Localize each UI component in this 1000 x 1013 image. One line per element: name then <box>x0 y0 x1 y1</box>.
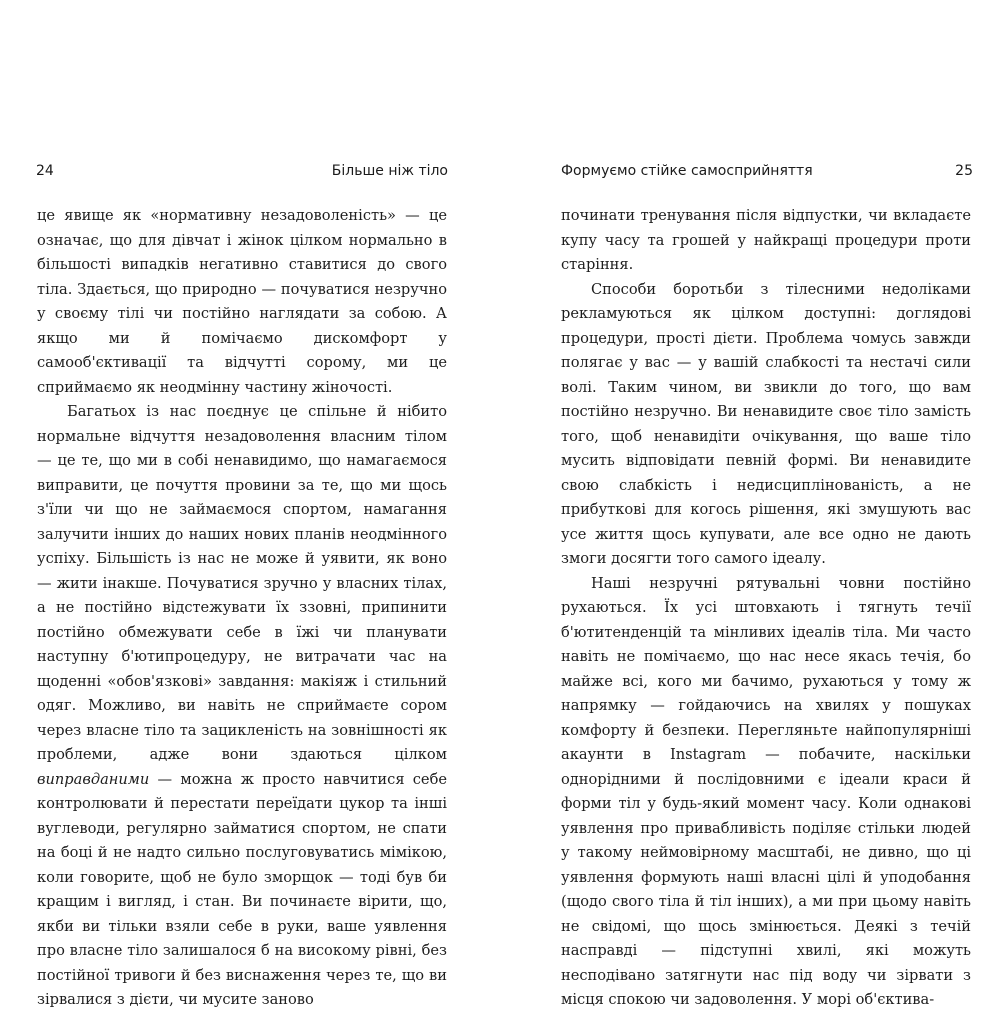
right-running-head <box>561 160 973 182</box>
right-body-text <box>561 204 971 1013</box>
left-running-title: Більше ніж тіло <box>331 163 448 179</box>
paragraph-text: починати тренування після відпустки, чи вкладаєте купу часу та грошей у найкращі процедури проти старіння. <box>561 207 971 273</box>
paragraph <box>561 278 971 572</box>
right-page <box>500 0 1000 1008</box>
italic-text: виправданими <box>37 770 150 788</box>
paragraph-text: Способи боротьби з тілесними недоліками рекламуються як цілком доступні: доглядові процедури, прості дієти. Проблема чомусь завжди полягає у вас — у вашій слабкості та нестачі сили волі. Таким чином, ви звикли до того, що вам постійно незручно. Ви ненавидите своє тіло замість того, щоб ненавидіти очікування, що ваше тіло мусить відповідати певній формі. Ви ненавидите свою слабкість і недисциплінованість, а не прибуткові для когось рішення, які змушують вас усе життя щось купувати, але все одно не дають змоги досягти того самого ідеалу. <box>561 280 971 567</box>
right-page-number: 25 <box>955 163 973 179</box>
paragraph-text: Наші незручні рятувальні човни постійно рухаються. Їх усі штовхають і тягнуть течії б'ютитенденцій та мінливих ідеалів тіла. Ми часто навіть не помічаємо, що нас несе якась течія, бо майже всі, кого ми бачимо, рухаються у тому ж напрямку — гойдаючись на хвилях у пошуках комфорту й безпеки. Перегляньте найпопулярніші акаунти в Instagram — побачите, наскільки однорідними й послідовними є ідеали краси й форми тіл у будь-який момент часу. Коли однакові уявлення про привабливість поділяє стільки людей у такому неймовірному масштабі, не дивно, що ці уявлення формують наші власні цілі й уподобання (щодо свого тіла й тіл інших), а ми при цьому навіть не свідомі, що щось змінюється. Деякі з течій насправді — підступні хвилі, які можуть несподівано затягнути нас під воду чи зірвати з місця спокою чи задоволення. У морі об'єктива- <box>561 574 971 1008</box>
paragraph-text: це явище як «нормативну незадоволеність» — це означає, що для дівчат і жінок цілком нормально в більшості випадків негативно ставитися до свого тіла. Здається, що природно — почуватися незручно у своєму тілі чи постійно наглядати за собою. А якщо ми й помічаємо дискомфорт у самооб'єктивації та відчутті сорому, ми це сприймаємо як неодмінну частину жіночості. <box>37 207 447 396</box>
paragraph <box>37 204 447 400</box>
left-running-head <box>36 160 448 182</box>
paragraph <box>561 572 971 1013</box>
right-running-title: Формуємо стійке самосприйняття <box>561 163 813 179</box>
paragraph-text: Багатьох із нас поєднує це спільне й нібито нормальне відчуття незадоволення власним тілом — це те, що ми в собі ненавидимо, що намагаємося виправити, це почуття провини за те, що ми щось з'їли чи що не займаємося спортом, намагання залучити інших до наших нових планів неодмінного успіху. Більшість із нас не може й уявити, як воно — жити інакше. Почуватися зручно у власних тілах, а не постійно відстежувати їх ззовні, припинити постійно обмежувати себе в їжі чи планувати наступну б'ютипроцедуру, не витрачати час на щоденні «обов'язкові» завдання: макіяж і стильний одяг. Можливо, ви навіть не сприймаєте сором через власне тіло та зацикленість на зовнішності як проблеми, адже вони здаються цілком <box>37 403 447 763</box>
left-page-number: 24 <box>36 163 54 179</box>
paragraph <box>561 204 971 278</box>
left-page <box>0 0 500 1008</box>
paragraph <box>37 400 447 1013</box>
paragraph-text: — можна ж просто навчитися себе контролювати й перестати переїдати цукор та інші вуглеводи, регулярно займатися спортом, не спати на боці й не надто сильно послуговуватись мімікою, коли говорите, щоб не було зморщок — тоді був би кращим і вигляд, і стан. Ви починаєте вірити, що, якби ви тільки взяли себе в руки, ваше уявлення про власне тіло залишалося б на високому рівні, без постійної тривоги й без виснаження через те, що ви зірвалися з дієти, чи мусите заново <box>37 770 447 1008</box>
left-body-text <box>37 204 447 1013</box>
